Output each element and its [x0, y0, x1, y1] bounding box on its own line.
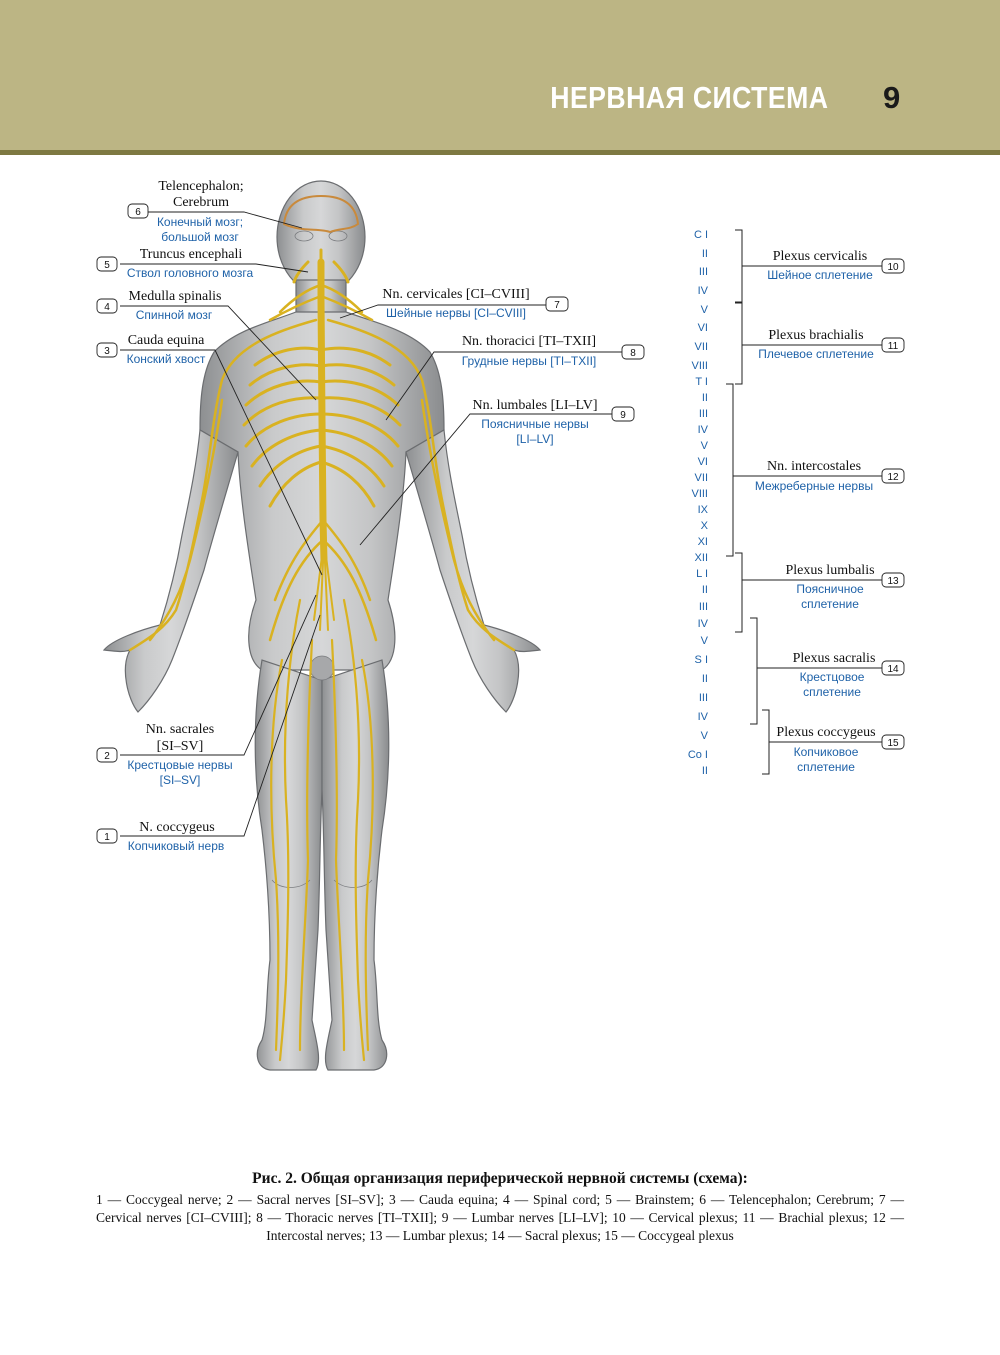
label-4-number: 4: [104, 302, 110, 313]
label-plexus-coccygeus: [776, 725, 904, 774]
segment-label: II: [701, 765, 708, 777]
label-15-number: 15: [887, 738, 899, 749]
right-arm-shape: [406, 430, 540, 712]
label-8-number: 8: [630, 348, 636, 359]
label-6-latin-2: Cerebrum: [173, 195, 229, 210]
segment-label: XI: [697, 536, 708, 548]
label-nn-sacrales: [97, 722, 233, 787]
segment-label: V: [700, 440, 708, 452]
label-telencephalon: [128, 179, 244, 244]
segment-label: VII: [694, 472, 708, 484]
label-5-latin: Truncus encephali: [139, 247, 243, 262]
label-15-latin: Plexus coccygeus: [776, 725, 876, 740]
segment-label: II: [701, 584, 708, 596]
label-6-number: 6: [135, 207, 141, 218]
label-14-latin: Plexus sacralis: [792, 651, 876, 666]
label-1-number: 1: [104, 832, 110, 843]
segment-label: VII: [694, 341, 708, 353]
segment-label: III: [698, 266, 708, 278]
segment-label: II: [701, 673, 708, 685]
label-n-coccygeus: [97, 820, 224, 853]
label-9-latin: Nn. lumbales [LI–LV]: [472, 398, 598, 413]
label-5-russian: Ствол головного мозга: [126, 266, 254, 280]
label-plexus-lumbalis: [785, 563, 904, 611]
segment-label: S I: [694, 654, 708, 666]
label-11-latin: Plexus brachialis: [768, 328, 864, 343]
label-14-russian-2: сплетение: [803, 685, 861, 699]
segment-label: II: [701, 392, 708, 404]
segment-label: III: [698, 601, 708, 613]
label-1-russian: Копчиковый нерв: [127, 839, 225, 853]
segment-label: VI: [697, 322, 708, 334]
label-4-russian: Спинной мозг: [135, 308, 213, 322]
label-3-russian: Конский хвост: [126, 352, 206, 366]
label-13-russian-2: сплетение: [801, 597, 859, 611]
label-9-number: 9: [620, 410, 626, 421]
segment-label: X: [700, 520, 708, 532]
bracket-brachial: [735, 303, 882, 384]
segment-label: V: [700, 730, 708, 742]
label-2-latin-2: [SI–SV]: [156, 739, 204, 754]
label-3-number: 3: [104, 346, 110, 357]
segment-label: II: [701, 248, 708, 260]
label-6-russian-2: большой мозг: [161, 230, 239, 244]
label-10-number: 10: [887, 262, 899, 273]
segment-label: V: [700, 304, 708, 316]
genitals-shape: [310, 656, 334, 680]
label-10-latin: Plexus cervicalis: [772, 249, 868, 264]
caption-text: 1 — Coccygeal nerve; 2 — Sacral nerves [SI–SV]; 3 — Cauda equina; 4 — Spinal cord; 5 — Brainstem; 6 — Telencephalon; Cerebrum; 7 — Cervical nerves [CI–CVIII]; 8 — Thoracic nerves [TI–TXII]; 9 — Lumbar nerves [LI–LV]; 10 — Cervical plexus; 11 — Brachial plexus; 12 — Intercostal nerves; 13 — Lumbar plexus; 14 — Sacral plexus; 15 — Coccygeal plexus: [96, 1192, 904, 1243]
label-9-russian-1: Поясничные нервы: [481, 417, 589, 431]
label-13-russian-1: Поясничное: [796, 582, 864, 596]
figure-caption: [96, 1170, 904, 1245]
label-nn-cervicales: [382, 287, 568, 320]
label-14-russian-1: Крестцовое: [799, 670, 865, 684]
label-14-number: 14: [887, 664, 899, 675]
segment-label: VIII: [691, 360, 708, 372]
label-12-russian: Межреберные нервы: [754, 479, 874, 493]
label-6-latin-1: Telencephalon;: [158, 179, 244, 194]
caption-title: Рис. 2. Общая организация периферической нервной системы (схема):: [252, 1170, 748, 1187]
segment-label: Co I: [687, 749, 708, 761]
label-9-russian-2: [LI–LV]: [516, 432, 554, 446]
segment-label: III: [698, 692, 708, 704]
label-13-latin: Plexus lumbalis: [785, 563, 875, 578]
segment-label: IV: [697, 711, 708, 723]
label-12-latin: Nn. intercostales: [766, 459, 862, 474]
segment-label: L I: [696, 568, 708, 580]
segment-label: IV: [697, 424, 708, 436]
label-2-number: 2: [104, 751, 110, 762]
label-7-number: 7: [554, 300, 560, 311]
label-nn-lumbales: [472, 398, 634, 446]
label-2-russian-1: Крестцовые нервы: [127, 758, 233, 772]
segment-label: C I: [693, 229, 708, 241]
label-8-russian: Грудные нервы [TI–TXII]: [461, 354, 597, 368]
label-5-number: 5: [104, 260, 110, 271]
label-medulla-spinalis: [97, 289, 221, 322]
segment-label: VI: [697, 456, 708, 468]
segment-label: V: [700, 635, 708, 647]
label-truncus-encephali: [97, 247, 254, 280]
chapter-title: НЕРВНАЯ СИСТЕМА: [549, 80, 828, 115]
label-6-russian-1: Конечный мозг;: [156, 215, 244, 229]
label-7-russian: Шейные нервы [CI–CVIII]: [386, 306, 526, 320]
label-4-latin: Medulla spinalis: [128, 289, 222, 304]
label-2-latin-1: Nn. sacrales: [145, 722, 215, 737]
label-11-russian: Плечевое сплетение: [758, 347, 874, 361]
bracket-cervical: [735, 230, 882, 302]
label-12-number: 12: [887, 472, 899, 483]
segment-column: [688, 229, 709, 777]
label-1-latin: N. coccygeus: [139, 820, 215, 835]
segment-label: IV: [697, 285, 708, 297]
label-15-russian-1: Копчиковое: [793, 745, 859, 759]
label-7-latin: Nn. cervicales [CI–CVIII]: [382, 287, 530, 302]
segment-label: IX: [697, 504, 708, 516]
segment-label: III: [698, 408, 708, 420]
label-cauda-equina: [97, 333, 206, 366]
page-number: 9: [883, 80, 901, 115]
segment-label: XII: [694, 552, 708, 564]
segment-label: IV: [697, 618, 708, 630]
label-8-latin: Nn. thoracici [TI–TXII]: [461, 334, 597, 349]
left-arm-shape: [104, 430, 238, 712]
label-10-russian: Шейное сплетение: [767, 268, 873, 282]
label-nn-thoracici: [462, 334, 644, 368]
label-plexus-sacralis: [793, 651, 904, 699]
label-3-latin: Cauda equina: [127, 333, 205, 348]
label-11-number: 11: [887, 341, 899, 352]
segment-label: T I: [695, 376, 708, 388]
label-15-russian-2: сплетение: [797, 760, 855, 774]
segment-label: VIII: [691, 488, 708, 500]
label-13-number: 13: [887, 576, 899, 587]
spinal-cord: [321, 262, 324, 560]
label-2-russian-2: [SI–SV]: [159, 773, 201, 787]
